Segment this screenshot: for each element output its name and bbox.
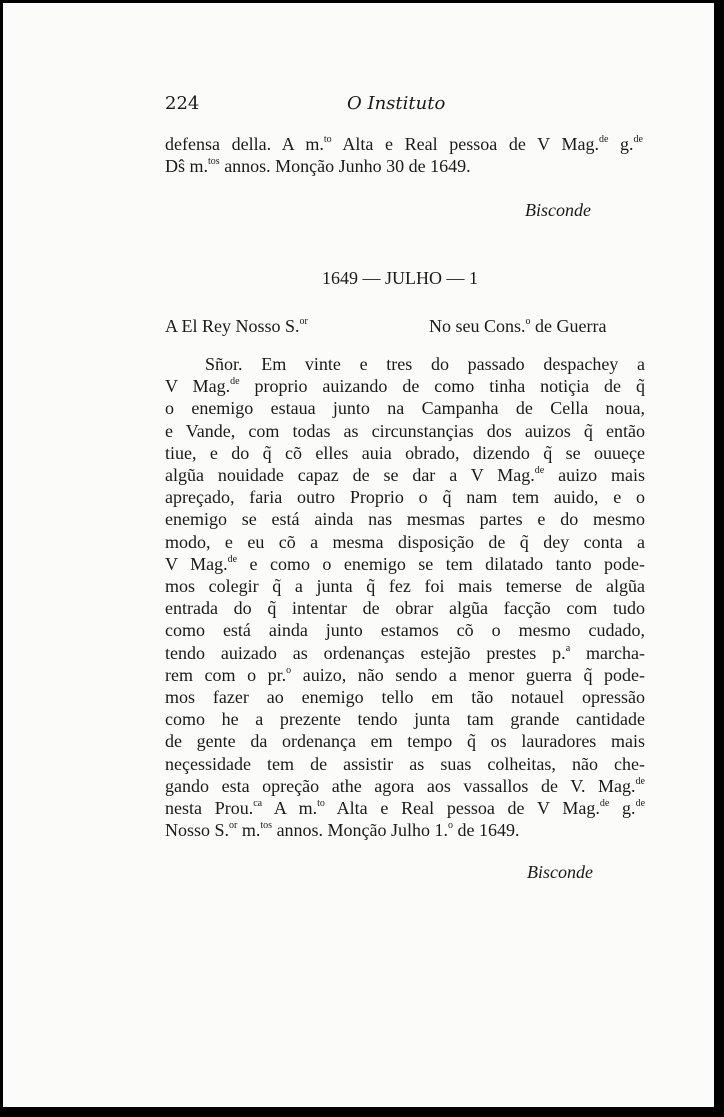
letter-2-dateline: 1649 — JULHO — 1 bbox=[322, 268, 478, 288]
text-line: como he a prezente tendo junta tam grande cantidade bbox=[165, 709, 645, 730]
letter-2-council: No seu Cons.$^o$ de Guerra bbox=[429, 316, 607, 336]
text-line: mos fazer ao enemigo tello em tão notauel opressão bbox=[165, 687, 645, 707]
running-head: O Instituto bbox=[347, 93, 446, 114]
letter-2-addressee: A El Rey Nosso S.$^{or}$ bbox=[165, 316, 308, 336]
text-line: tiue, e do q̃ cõ elles auia obrado, dizendo q̃ se ouueçe bbox=[165, 442, 645, 463]
book-page bbox=[3, 3, 714, 1107]
letter-1-signature: Bisconde bbox=[525, 200, 591, 220]
text-line: mos colegir q̃ a junta q̃ fez foi mais temerse de algũa bbox=[165, 576, 645, 596]
page-number: 224 bbox=[165, 93, 200, 114]
text-line: algũa nouidade capaz de se dar a V Mag.$^{de}$ auizo mais bbox=[165, 465, 645, 485]
text-line: rem com o pr.$^o$ auizo, não sendo a menor guerra q̃ pode- bbox=[165, 664, 645, 685]
text-line: neçessidade tem de assistir as suas colheitas, não che- bbox=[165, 753, 645, 774]
text-line: Dŝ m.$^{tos}$ annos. Monção Junho 30 de 1649. bbox=[165, 156, 471, 176]
text-line: nesta Prou.$^{ca}$ A m.$^{to}$ Alta e Real pessoa de V Mag.$^{de}$ g.$^{de}$ bbox=[165, 798, 646, 818]
text-line: Nosso S.$^{or}$ m.$^{tos}$ annos. Monção Julho 1.$^o$ de 1649. bbox=[165, 820, 520, 841]
text-line: enemigo se está ainda nas mesmas partes e do mesmo bbox=[165, 509, 645, 530]
text-line: V Mag.$^{de}$ e como o enemigo se tem dilatado tanto pode- bbox=[165, 553, 646, 574]
text-line: defensa della. A m.$^{to}$ Alta e Real pessoa de V Mag.$^{de}$ g.$^{de}$ bbox=[165, 134, 643, 154]
text-line: modo, e eu cõ a mesma disposição de q̃ dey conta a bbox=[165, 531, 645, 552]
text-line: tendo auizado as ordenanças estejão prestes p.$^a$ marcha- bbox=[165, 642, 645, 663]
text-line: de gente da ordenança em tempo q̃ os lauradores mais bbox=[165, 731, 645, 752]
text-line: gando esta opreção athe agora aos vassallos de V. Mag.$^{de}$ bbox=[165, 775, 645, 796]
text-line: apreçado, faria outro Proprio o q̃ nam tem auido, e o bbox=[165, 487, 645, 508]
text-line: Sñor. Em vinte e tres do passado despachey a bbox=[205, 354, 645, 374]
text-line: como está ainda junto estamos cõ o mesmo cudado, bbox=[165, 620, 645, 641]
text-line: V Mag.$^{de}$ proprio auizando de como tinha notiçia de q̃ bbox=[165, 376, 645, 397]
text-line: entrada do q̃ intentar de obrar algũa facção com tudo bbox=[165, 598, 645, 619]
text-line: e Vande, com todas as circunstançias dos auizos q̃ então bbox=[165, 420, 645, 441]
letter-2-signature: Bisconde bbox=[527, 862, 593, 882]
text-line: o enemigo estaua junto na Campanha de Cella noua, bbox=[165, 398, 645, 419]
